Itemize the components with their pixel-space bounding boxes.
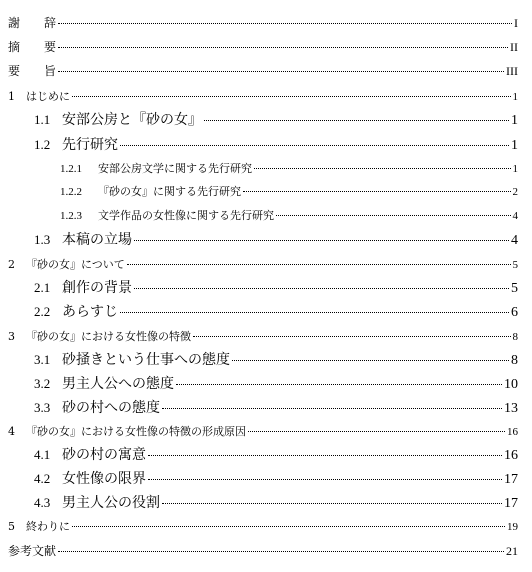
toc-entry-title: 文学作品の女性像に関する先行研究 (98, 209, 274, 222)
toc-entry-title: 先行研究 (62, 137, 118, 153)
toc-entry-number: 1 (8, 90, 15, 103)
toc-section-1-1[interactable] (34, 109, 518, 129)
toc-entry-number: 1.2.1 (60, 163, 82, 175)
toc-entry-abstract-japanese[interactable] (8, 62, 518, 79)
dot-leader (58, 71, 504, 72)
toc-page-number: 1 (512, 91, 518, 103)
toc-entry-number: 4.2 (34, 471, 51, 486)
toc-entry-number: 3.3 (34, 400, 51, 415)
toc-page-number: 5 (511, 281, 518, 296)
toc-page-number: 4 (512, 210, 518, 222)
toc-entry-title: 砂の村への態度 (62, 400, 160, 416)
toc-entry-number: 1.3 (34, 232, 51, 247)
toc-chapter-4[interactable] (8, 423, 518, 439)
toc-entry-acknowledgements[interactable] (8, 14, 518, 31)
toc-subsection-1-2-2[interactable] (60, 183, 518, 199)
dot-leader (162, 408, 502, 409)
toc-page-number: 1 (511, 138, 518, 153)
toc-page-number: 1 (511, 113, 518, 128)
toc-section-3-1[interactable] (34, 349, 518, 369)
toc-entry-references[interactable] (8, 542, 518, 559)
toc-section-1-3[interactable] (34, 229, 518, 249)
toc-entry-abstract-chinese[interactable] (8, 38, 518, 55)
toc-entry-title: 安部公房文学に関する先行研究 (98, 162, 252, 175)
toc-page-number: 5 (512, 259, 518, 271)
toc-entry-number: 1.2 (34, 137, 51, 152)
toc-section-3-3[interactable] (34, 397, 518, 417)
toc-entry-number: 1.2.2 (60, 186, 82, 198)
toc-page-number: 4 (511, 233, 518, 248)
toc-page-number: 16 (507, 426, 518, 438)
toc-entry-number: 3 (8, 330, 15, 343)
toc-page-number: 17 (504, 496, 518, 511)
toc-entry-title: 謝 辞 (8, 16, 57, 30)
toc-entry-title: 本稿の立場 (62, 232, 132, 248)
toc-entry-title: 『砂の女』について (26, 258, 125, 271)
toc-entry-number: 3.1 (34, 352, 51, 367)
toc-page-number: 1 (512, 163, 518, 175)
toc-entry-title: あらすじ (62, 304, 118, 320)
toc-section-2-1[interactable] (34, 277, 518, 297)
toc-entry-title: 『砂の女』における女性像の特徴 (26, 330, 191, 343)
dot-leader (72, 526, 505, 527)
toc-entry-number: 4.1 (34, 447, 51, 462)
dot-leader (134, 240, 509, 241)
toc-entry-title: 終わりに (26, 520, 70, 533)
toc-entry-number: 4 (8, 425, 15, 438)
toc-section-1-2[interactable] (34, 134, 518, 154)
toc-entry-number: 2.2 (34, 304, 51, 319)
toc-entry-number: 2.1 (34, 280, 51, 295)
toc-page-number: 2 (512, 186, 518, 198)
toc-subsection-1-2-3[interactable] (60, 207, 518, 223)
toc-page-number: 6 (511, 305, 518, 320)
toc-page-number: 10 (504, 377, 518, 392)
toc-page-number: 17 (504, 472, 518, 487)
dot-leader (162, 503, 502, 504)
dot-leader (254, 168, 511, 169)
dot-leader (148, 479, 502, 480)
toc-page-number: 21 (506, 544, 518, 558)
toc-entry-number: 4.3 (34, 495, 51, 510)
dot-leader (176, 384, 502, 385)
toc-entry-title: 摘 要 (8, 40, 57, 54)
toc-entry-title: 安部公房と『砂の女』 (62, 112, 202, 128)
toc-page-number: 13 (504, 401, 518, 416)
dot-leader (72, 96, 511, 97)
toc-entry-title: 『砂の女』に関する先行研究 (98, 185, 241, 198)
toc-entry-title: はじめに (26, 90, 70, 103)
toc-entry-number: 5 (8, 520, 15, 533)
dot-leader (243, 191, 511, 192)
dot-leader (58, 23, 512, 24)
toc-section-2-2[interactable] (34, 301, 518, 321)
toc-entry-number: 1.2.3 (60, 210, 82, 222)
toc-entry-title: 『砂の女』における女性像の特徴の形成原因 (26, 425, 246, 438)
toc-entry-number: 1.1 (34, 112, 51, 127)
toc-entry-number: 2 (8, 258, 15, 271)
toc-entry-title: 砂の村の寓意 (62, 447, 146, 463)
toc-chapter-2[interactable] (8, 256, 518, 272)
toc-entry-title: 要 旨 (8, 64, 57, 78)
toc-entry-title: 創作の背景 (62, 280, 132, 296)
toc-page-number: 8 (511, 353, 518, 368)
dot-leader (58, 551, 504, 552)
dot-leader (193, 336, 511, 337)
toc-page-number: 16 (504, 448, 518, 463)
toc-section-4-3[interactable] (34, 492, 518, 512)
toc-section-4-2[interactable] (34, 468, 518, 488)
toc-page-number: II (510, 40, 518, 54)
dot-leader (127, 264, 511, 265)
dot-leader (58, 47, 508, 48)
toc-page-number: I (514, 16, 518, 30)
dot-leader (276, 215, 511, 216)
toc-section-3-2[interactable] (34, 373, 518, 393)
toc-page-number: III (506, 64, 518, 78)
toc-entry-title: 女性像の限界 (62, 471, 146, 487)
toc-entry-title: 男主人公の役割 (62, 495, 160, 511)
toc-page-number: 19 (507, 521, 518, 533)
dot-leader (204, 120, 509, 121)
toc-entry-title: 男主人公への態度 (62, 376, 174, 392)
dot-leader (134, 288, 509, 289)
toc-entry-title: 砂掻きという仕事への態度 (62, 352, 230, 368)
toc-section-4-1[interactable] (34, 444, 518, 464)
toc-chapter-3[interactable] (8, 328, 518, 344)
dot-leader (148, 455, 502, 456)
dot-leader (248, 431, 505, 432)
toc-entry-title: 参考文献 (8, 544, 57, 558)
dot-leader (120, 145, 509, 146)
toc-entry-number: 3.2 (34, 376, 51, 391)
toc-chapter-5[interactable] (8, 518, 518, 534)
toc-chapter-1[interactable] (8, 88, 518, 104)
toc-subsection-1-2-1[interactable] (60, 160, 518, 176)
dot-leader (120, 312, 509, 313)
dot-leader (232, 360, 509, 361)
toc-page-number: 8 (512, 331, 518, 343)
